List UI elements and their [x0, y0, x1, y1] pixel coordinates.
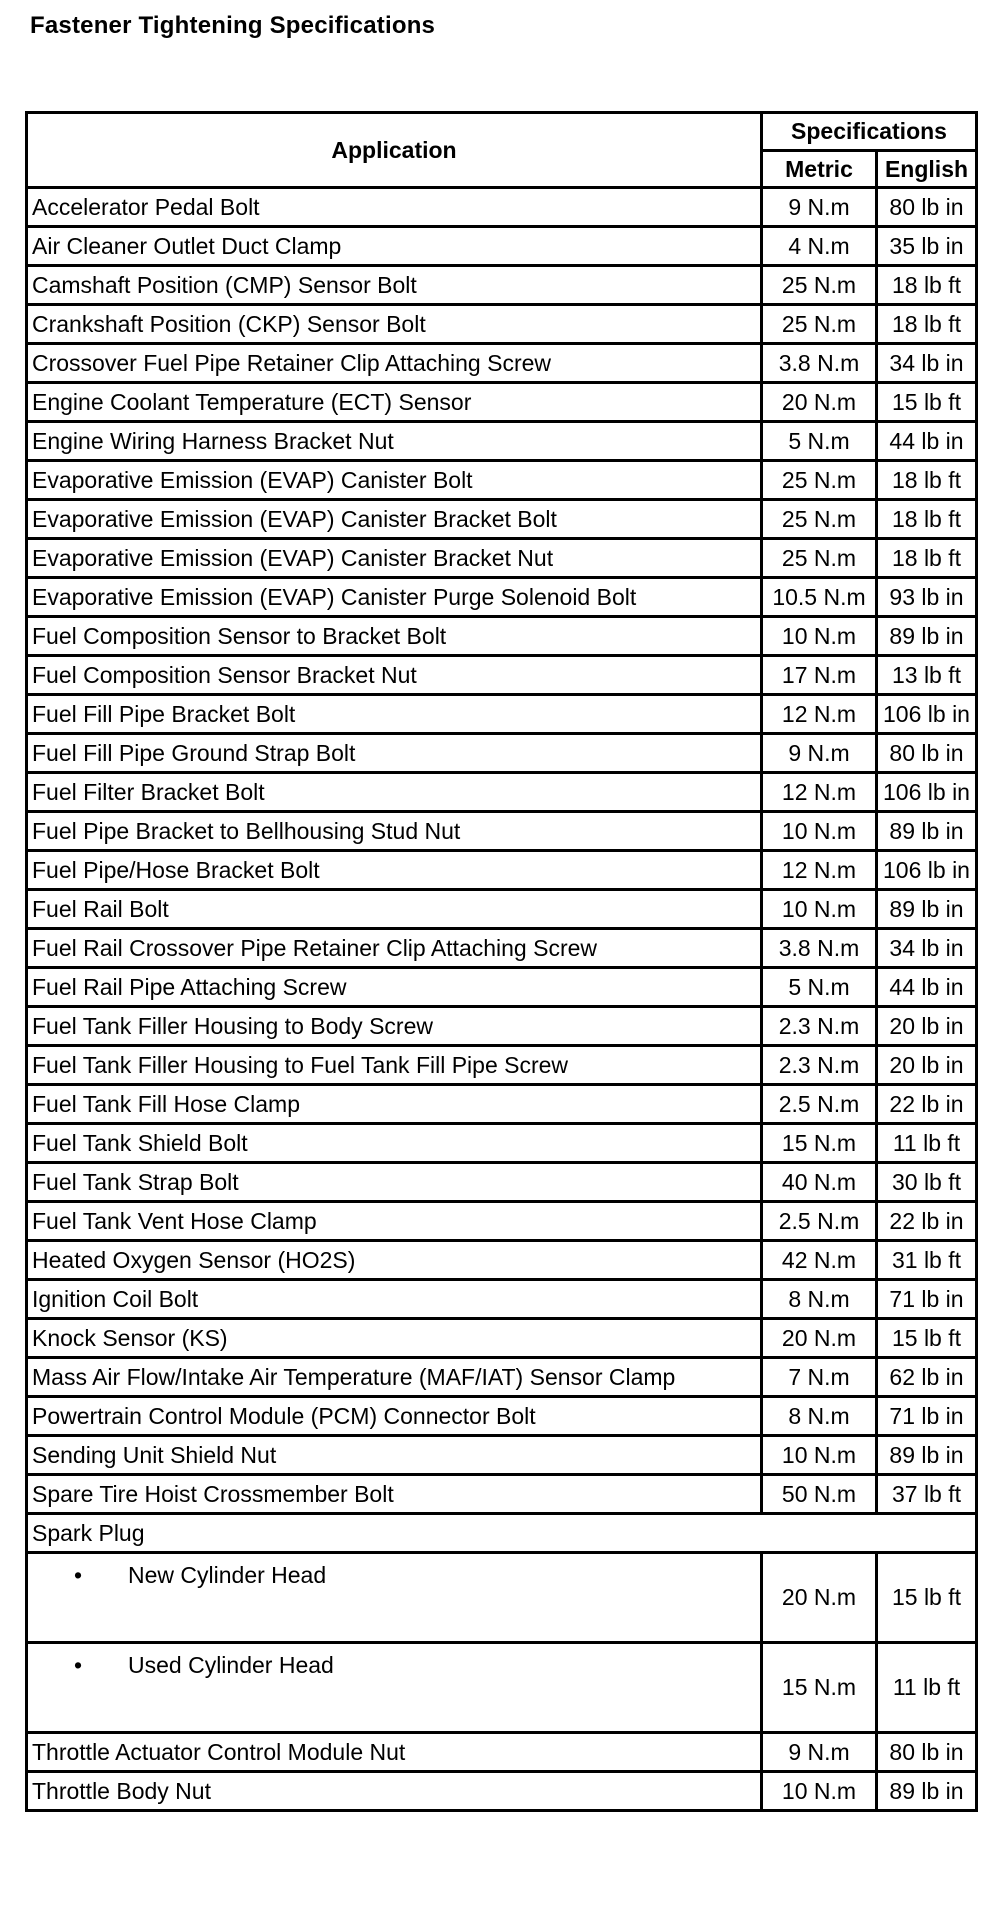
metric-cell: 2.5 N.m: [762, 1202, 877, 1241]
english-cell: 30 lb ft: [877, 1163, 977, 1202]
table-row: [27, 305, 977, 344]
application-cell: Air Cleaner Outlet Duct Clamp: [27, 227, 762, 266]
table-row: [27, 1202, 977, 1241]
metric-cell: 20 N.m: [762, 1553, 877, 1643]
application-cell: Fuel Tank Filler Housing to Body Screw: [27, 1007, 762, 1046]
metric-cell: 10 N.m: [762, 812, 877, 851]
table-row: [27, 695, 977, 734]
empty-cell: [877, 1514, 977, 1553]
english-cell: 71 lb in: [877, 1280, 977, 1319]
metric-cell: 2.3 N.m: [762, 1046, 877, 1085]
metric-cell: 17 N.m: [762, 656, 877, 695]
english-cell: 93 lb in: [877, 578, 977, 617]
metric-cell: 12 N.m: [762, 851, 877, 890]
application-cell: Evaporative Emission (EVAP) Canister Bolt: [27, 461, 762, 500]
english-cell: 34 lb in: [877, 344, 977, 383]
table-row: [27, 1163, 977, 1202]
metric-cell: 15 N.m: [762, 1643, 877, 1733]
metric-cell: 10 N.m: [762, 1436, 877, 1475]
application-cell: Evaporative Emission (EVAP) Canister Bracket Bolt: [27, 500, 762, 539]
table-row: [27, 1241, 977, 1280]
application-cell: Ignition Coil Bolt: [27, 1280, 762, 1319]
application-cell: Crossover Fuel Pipe Retainer Clip Attaching Screw: [27, 344, 762, 383]
table-row: [27, 851, 977, 890]
english-cell: 37 lb ft: [877, 1475, 977, 1514]
table-row: [27, 383, 977, 422]
table-row: [27, 929, 977, 968]
table-row: [27, 1046, 977, 1085]
english-cell: 34 lb in: [877, 929, 977, 968]
metric-cell: 8 N.m: [762, 1280, 877, 1319]
english-cell: 18 lb ft: [877, 461, 977, 500]
table-row: [27, 1436, 977, 1475]
application-cell: Fuel Fill Pipe Bracket Bolt: [27, 695, 762, 734]
metric-cell: 8 N.m: [762, 1397, 877, 1436]
english-cell: 71 lb in: [877, 1397, 977, 1436]
table-row: [27, 617, 977, 656]
empty-cell: [762, 1514, 877, 1553]
application-cell: Knock Sensor (KS): [27, 1319, 762, 1358]
table-row: [27, 1553, 977, 1643]
table-row: [27, 773, 977, 812]
metric-cell: 10 N.m: [762, 617, 877, 656]
application-cell: Fuel Tank Fill Hose Clamp: [27, 1085, 762, 1124]
application-cell: Accelerator Pedal Bolt: [27, 188, 762, 227]
application-cell: Evaporative Emission (EVAP) Canister Purge Solenoid Bolt: [27, 578, 762, 617]
metric-cell: 50 N.m: [762, 1475, 877, 1514]
table-row: [27, 1280, 977, 1319]
table-row: [27, 1358, 977, 1397]
table-row: [27, 968, 977, 1007]
english-cell: 15 lb ft: [877, 1553, 977, 1643]
table-row: [27, 266, 977, 305]
page-title: Fastener Tightening Specifications: [30, 12, 436, 39]
english-cell: 22 lb in: [877, 1202, 977, 1241]
english-cell: 89 lb in: [877, 812, 977, 851]
application-cell: [27, 1553, 762, 1643]
application-cell: Mass Air Flow/Intake Air Temperature (MAF/IAT) Sensor Clamp: [27, 1358, 762, 1397]
metric-cell: 4 N.m: [762, 227, 877, 266]
table-row: [27, 734, 977, 773]
table-row: [27, 188, 977, 227]
application-cell: Fuel Filter Bracket Bolt: [27, 773, 762, 812]
application-header: Application: [27, 113, 762, 188]
metric-cell: 20 N.m: [762, 1319, 877, 1358]
spark-plug-group-row: [27, 1514, 977, 1553]
application-cell: Throttle Body Nut: [27, 1772, 762, 1811]
english-cell: 11 lb ft: [877, 1643, 977, 1733]
metric-cell: 9 N.m: [762, 1733, 877, 1772]
metric-cell: 12 N.m: [762, 695, 877, 734]
english-cell: 89 lb in: [877, 1436, 977, 1475]
application-cell: Sending Unit Shield Nut: [27, 1436, 762, 1475]
english-cell: 106 lb in: [877, 851, 977, 890]
english-cell: 15 lb ft: [877, 1319, 977, 1358]
english-cell: 13 lb ft: [877, 656, 977, 695]
english-cell: 44 lb in: [877, 422, 977, 461]
application-cell: Fuel Rail Bolt: [27, 890, 762, 929]
table-row: [27, 422, 977, 461]
table-row: [27, 1085, 977, 1124]
application-cell: Spare Tire Hoist Crossmember Bolt: [27, 1475, 762, 1514]
spark-plug-label: Spark Plug: [27, 1514, 762, 1553]
metric-header: Metric: [762, 151, 877, 188]
metric-cell: 10 N.m: [762, 890, 877, 929]
table-row: [27, 1124, 977, 1163]
application-cell: Fuel Tank Shield Bolt: [27, 1124, 762, 1163]
table-row: [27, 1772, 977, 1811]
application-cell: Fuel Rail Pipe Attaching Screw: [27, 968, 762, 1007]
metric-cell: 5 N.m: [762, 422, 877, 461]
english-cell: 89 lb in: [877, 1772, 977, 1811]
application-text: Used Cylinder Head: [128, 1652, 334, 1678]
metric-cell: 20 N.m: [762, 383, 877, 422]
english-cell: 18 lb ft: [877, 539, 977, 578]
metric-cell: 25 N.m: [762, 500, 877, 539]
metric-cell: 15 N.m: [762, 1124, 877, 1163]
english-cell: 18 lb ft: [877, 266, 977, 305]
application-cell: Fuel Tank Strap Bolt: [27, 1163, 762, 1202]
table-row: [27, 656, 977, 695]
metric-cell: 25 N.m: [762, 539, 877, 578]
metric-cell: 9 N.m: [762, 188, 877, 227]
table-row: [27, 500, 977, 539]
table-row: [27, 344, 977, 383]
application-cell: Throttle Actuator Control Module Nut: [27, 1733, 762, 1772]
application-cell: Fuel Pipe Bracket to Bellhousing Stud Nut: [27, 812, 762, 851]
application-cell: Fuel Composition Sensor to Bracket Bolt: [27, 617, 762, 656]
table-row: [27, 812, 977, 851]
english-cell: 20 lb in: [877, 1007, 977, 1046]
metric-cell: 5 N.m: [762, 968, 877, 1007]
metric-cell: 25 N.m: [762, 305, 877, 344]
application-cell: [27, 1643, 762, 1733]
application-cell: Camshaft Position (CMP) Sensor Bolt: [27, 266, 762, 305]
application-cell: Fuel Tank Vent Hose Clamp: [27, 1202, 762, 1241]
metric-cell: 9 N.m: [762, 734, 877, 773]
table-row: [27, 1007, 977, 1046]
application-cell: Fuel Fill Pipe Ground Strap Bolt: [27, 734, 762, 773]
application-cell: Heated Oxygen Sensor (HO2S): [27, 1241, 762, 1280]
metric-cell: 3.8 N.m: [762, 929, 877, 968]
english-cell: 22 lb in: [877, 1085, 977, 1124]
english-cell: 89 lb in: [877, 890, 977, 929]
application-cell: Engine Wiring Harness Bracket Nut: [27, 422, 762, 461]
application-cell: Engine Coolant Temperature (ECT) Sensor: [27, 383, 762, 422]
english-cell: 18 lb ft: [877, 500, 977, 539]
english-cell: 80 lb in: [877, 734, 977, 773]
metric-cell: 40 N.m: [762, 1163, 877, 1202]
english-cell: 20 lb in: [877, 1046, 977, 1085]
metric-cell: 2.5 N.m: [762, 1085, 877, 1124]
table-row: [27, 1643, 977, 1733]
application-cell: Fuel Rail Crossover Pipe Retainer Clip Attaching Screw: [27, 929, 762, 968]
english-cell: 15 lb ft: [877, 383, 977, 422]
metric-cell: 42 N.m: [762, 1241, 877, 1280]
english-cell: 80 lb in: [877, 1733, 977, 1772]
application-text: New Cylinder Head: [128, 1562, 327, 1588]
metric-cell: 3.8 N.m: [762, 344, 877, 383]
table-row: [27, 578, 977, 617]
application-cell: Evaporative Emission (EVAP) Canister Bracket Nut: [27, 539, 762, 578]
english-cell: 35 lb in: [877, 227, 977, 266]
bullet-icon: •: [73, 1562, 82, 1588]
english-cell: 18 lb ft: [877, 305, 977, 344]
table-row: [27, 461, 977, 500]
metric-cell: 25 N.m: [762, 266, 877, 305]
application-cell: Fuel Composition Sensor Bracket Nut: [27, 656, 762, 695]
application-cell: Fuel Tank Filler Housing to Fuel Tank Fill Pipe Screw: [27, 1046, 762, 1085]
english-cell: 11 lb ft: [877, 1124, 977, 1163]
metric-cell: 7 N.m: [762, 1358, 877, 1397]
english-header: English: [877, 151, 977, 188]
english-cell: 31 lb ft: [877, 1241, 977, 1280]
table-row: [27, 1475, 977, 1514]
english-cell: 106 lb in: [877, 773, 977, 812]
table-row: [27, 1397, 977, 1436]
table-row: [27, 227, 977, 266]
metric-cell: 2.3 N.m: [762, 1007, 877, 1046]
english-cell: 62 lb in: [877, 1358, 977, 1397]
table-header-row: [27, 113, 977, 151]
metric-cell: 12 N.m: [762, 773, 877, 812]
application-cell: Fuel Pipe/Hose Bracket Bolt: [27, 851, 762, 890]
english-cell: 80 lb in: [877, 188, 977, 227]
specifications-header: Specifications: [762, 113, 977, 151]
table-row: [27, 539, 977, 578]
table-row: [27, 1733, 977, 1772]
table-row: [27, 1319, 977, 1358]
application-cell: Powertrain Control Module (PCM) Connector Bolt: [27, 1397, 762, 1436]
metric-cell: 10.5 N.m: [762, 578, 877, 617]
english-cell: 44 lb in: [877, 968, 977, 1007]
application-cell: Crankshaft Position (CKP) Sensor Bolt: [27, 305, 762, 344]
bullet-icon: •: [73, 1652, 82, 1678]
english-cell: 106 lb in: [877, 695, 977, 734]
english-cell: 89 lb in: [877, 617, 977, 656]
metric-cell: 10 N.m: [762, 1772, 877, 1811]
metric-cell: 25 N.m: [762, 461, 877, 500]
fastener-spec-table: [25, 111, 978, 1812]
table-row: [27, 890, 977, 929]
